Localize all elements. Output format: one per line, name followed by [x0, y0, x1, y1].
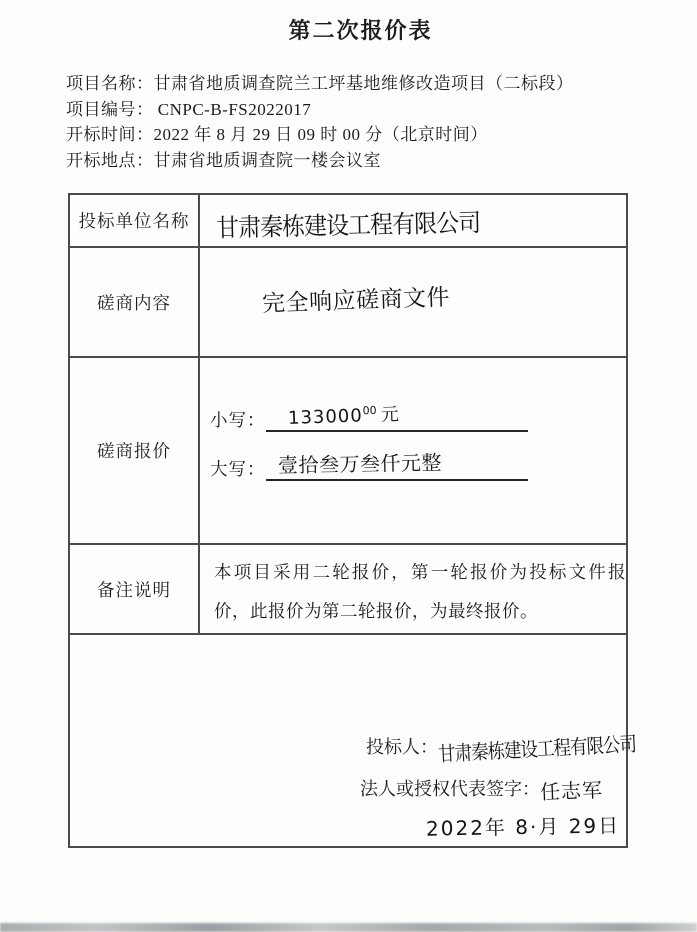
quote-amount-cents: 00 [361, 403, 377, 418]
quote-numeric-handwritten [287, 400, 400, 430]
project-name-line [66, 71, 636, 97]
negotiation-content-cell [200, 248, 626, 356]
table-row-bidder [70, 195, 626, 248]
table-row-negotiation-quote [70, 358, 626, 545]
remarks-cell [200, 545, 626, 633]
negotiation-content-handwritten: 完全响应磋商文件 [261, 284, 451, 318]
negotiation-content-label: 磋商内容 [70, 248, 200, 356]
negotiation-quote-label: 磋商报价 [70, 358, 200, 543]
quote-numeric-line [210, 402, 528, 432]
project-number-label: 项目编号： [66, 99, 154, 119]
scan-edge-artifact [0, 923, 697, 932]
quote-numeric-underline [266, 402, 528, 432]
bid-opening-time-label: 开标时间： [66, 125, 154, 144]
page-title: 第二次报价表 [288, 18, 433, 43]
signature-date-handwritten: 2022年 8·月 29日 [425, 813, 621, 841]
signature-cell [70, 635, 637, 846]
quote-capital-line [210, 448, 528, 481]
signature-bidder-handwritten: 甘肃秦栋建设工程有限公司 [437, 733, 637, 767]
quote-amount-digits: 133000 [287, 405, 363, 429]
signature-bidder-label: 投标人： [366, 737, 438, 757]
bidder-name-handwritten: 甘肃秦栋建设工程有限公司 [215, 209, 481, 244]
table-row-negotiation-content [70, 248, 626, 358]
header-info-block [66, 71, 636, 173]
bidder-name-cell [200, 195, 626, 246]
signature-representative-label: 法人或授权代表签字： [360, 779, 540, 799]
bid-opening-time-value: 2022 年 8 月 29 日 09 时 00 分（北京时间） [153, 125, 488, 144]
quote-capital-label: 大写： [210, 459, 266, 479]
quote-amount-unit: 元 [379, 404, 400, 426]
project-number-value: CNPC-B-FS2022017 [157, 99, 312, 119]
signature-representative-line [360, 775, 603, 804]
project-number-line [66, 97, 636, 123]
quotation-table [68, 193, 637, 848]
negotiation-quote-cell [200, 358, 626, 543]
bidder-name-label: 投标单位名称 [70, 195, 200, 246]
table-row-remarks [70, 545, 626, 635]
bid-opening-place-line [66, 148, 636, 174]
bid-opening-place-label: 开标地点： [66, 150, 154, 170]
signature-representative-handwritten: 任志军 [539, 777, 604, 805]
quote-numeric-label: 小写： [210, 410, 266, 430]
project-name-label: 项目名称： [66, 74, 154, 93]
quote-capital-underline [266, 448, 528, 481]
quote-capital-handwritten: 壹拾叁万叁仟元整 [277, 450, 442, 478]
remarks-text: 本项目采用二轮报价，第一轮报价为投标文件报价，此报价为第二轮报价，为最终报价。 [214, 562, 626, 621]
table-row-signature [70, 635, 637, 846]
signature-date-line [426, 811, 620, 840]
remarks-label: 备注说明 [70, 545, 200, 633]
bid-opening-place-value: 甘肃省地质调查院一楼会议室 [153, 150, 381, 170]
project-name-value: 甘肃省地质调查院兰工坪基地维修改造项目（二标段） [153, 74, 574, 93]
bid-opening-time-line [66, 122, 636, 148]
signature-bidder-line [366, 733, 637, 767]
